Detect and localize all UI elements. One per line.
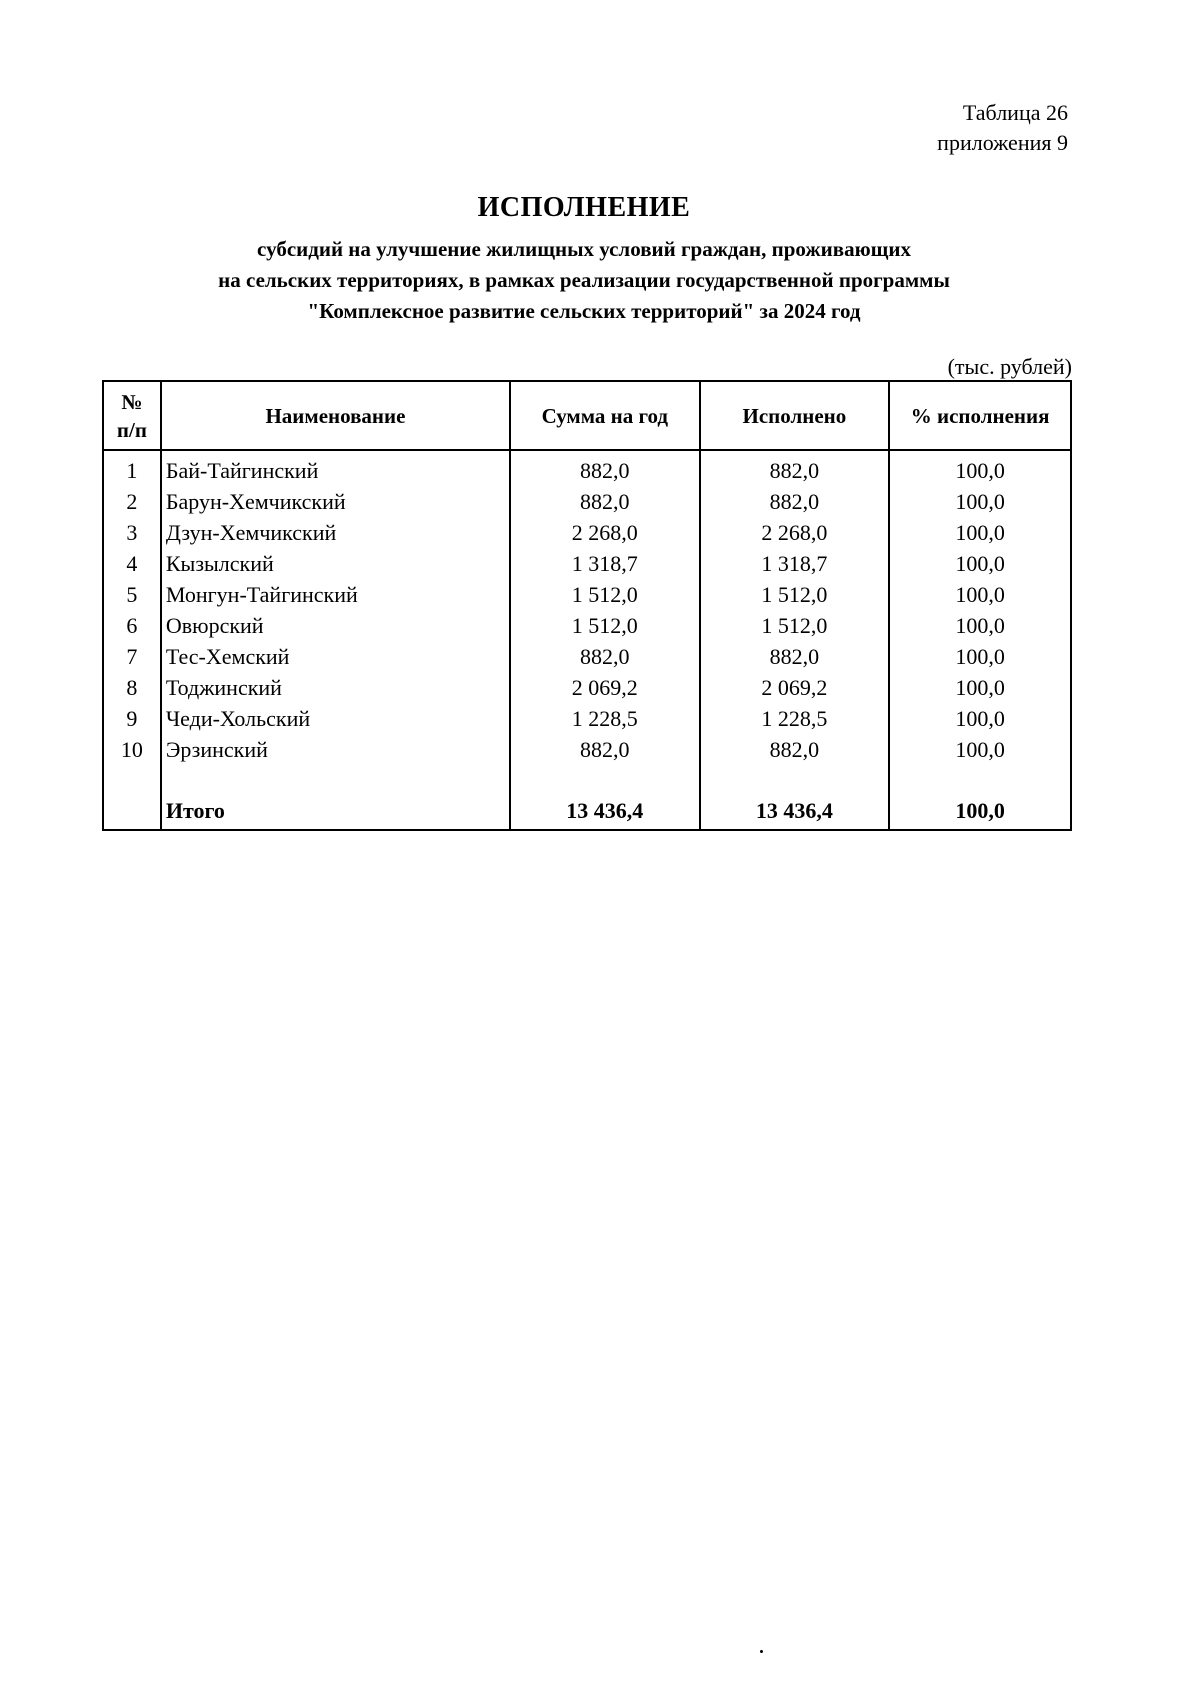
row-done: 2 069,2	[700, 672, 890, 703]
row-number: 5	[103, 579, 161, 610]
spacer-cell	[161, 765, 510, 793]
total-number	[103, 793, 161, 830]
row-number: 4	[103, 548, 161, 579]
row-sum: 2 069,2	[510, 672, 700, 703]
row-percent: 100,0	[889, 486, 1071, 517]
header-sum: Сумма на год	[510, 381, 700, 450]
row-number: 1	[103, 450, 161, 486]
row-name: Чеди-Хольский	[161, 703, 510, 734]
row-done: 882,0	[700, 641, 890, 672]
scan-speck	[760, 1650, 763, 1653]
total-percent: 100,0	[889, 793, 1071, 830]
row-sum: 882,0	[510, 486, 700, 517]
subtitle-line: субсидий на улучшение жилищных условий граждан, проживающих	[257, 237, 911, 261]
header-number	[103, 381, 161, 450]
row-sum: 1 318,7	[510, 548, 700, 579]
row-done: 1 512,0	[700, 610, 890, 641]
row-number: 2	[103, 486, 161, 517]
table-row	[103, 672, 1071, 703]
row-number: 6	[103, 610, 161, 641]
row-done: 882,0	[700, 734, 890, 765]
row-sum: 882,0	[510, 450, 700, 486]
execution-table	[102, 380, 1072, 831]
row-done: 1 228,5	[700, 703, 890, 734]
header-done: Исполнено	[700, 381, 890, 450]
table-number: Таблица 26	[962, 100, 1068, 125]
table-row	[103, 486, 1071, 517]
row-sum: 2 268,0	[510, 517, 700, 548]
row-done: 1 318,7	[700, 548, 890, 579]
row-percent: 100,0	[889, 450, 1071, 486]
row-number: 8	[103, 672, 161, 703]
row-done: 882,0	[700, 486, 890, 517]
table-header-row	[103, 381, 1071, 450]
total-name: Итого	[161, 793, 510, 830]
spacer-cell	[103, 765, 161, 793]
table-row	[103, 641, 1071, 672]
total-done: 13 436,4	[700, 793, 890, 830]
total-row	[103, 793, 1071, 830]
row-sum: 1 512,0	[510, 610, 700, 641]
row-number: 9	[103, 703, 161, 734]
row-name: Тес-Хемский	[161, 641, 510, 672]
spacer-cell	[510, 765, 700, 793]
row-name: Монгун-Тайгинский	[161, 579, 510, 610]
row-percent: 100,0	[889, 641, 1071, 672]
header-percent: % исполнения	[889, 381, 1071, 450]
table-row	[103, 610, 1071, 641]
row-percent: 100,0	[889, 610, 1071, 641]
header-name: Наименование	[161, 381, 510, 450]
row-done: 882,0	[700, 450, 890, 486]
row-number: 10	[103, 734, 161, 765]
unit-label: (тыс. рублей)	[947, 354, 1072, 379]
row-sum: 882,0	[510, 641, 700, 672]
row-name: Бай-Тайгинский	[161, 450, 510, 486]
row-percent: 100,0	[889, 548, 1071, 579]
table-reference	[937, 98, 1068, 158]
row-name: Дзун-Хемчикский	[161, 517, 510, 548]
row-percent: 100,0	[889, 734, 1071, 765]
table-row	[103, 548, 1071, 579]
row-percent: 100,0	[889, 703, 1071, 734]
row-done: 2 268,0	[700, 517, 890, 548]
row-percent: 100,0	[889, 517, 1071, 548]
subtitle-line: "Комплексное развитие сельских территорий" за 2024 год	[307, 299, 861, 323]
table-row	[103, 734, 1071, 765]
row-done: 1 512,0	[700, 579, 890, 610]
row-name: Эрзинский	[161, 734, 510, 765]
subtitle-line: на сельских территориях, в рамках реализации государственной программы	[218, 268, 950, 292]
appendix-number: приложения 9	[937, 130, 1068, 155]
total-sum: 13 436,4	[510, 793, 700, 830]
table-row	[103, 703, 1071, 734]
document-title: ИСПОЛНЕНИЕ	[477, 192, 691, 223]
row-name: Барун-Хемчикский	[161, 486, 510, 517]
table-row	[103, 517, 1071, 548]
table-row	[103, 579, 1071, 610]
spacer-cell	[889, 765, 1071, 793]
document-subtitle	[0, 234, 1168, 327]
table-row	[103, 450, 1071, 486]
row-sum: 882,0	[510, 734, 700, 765]
row-number: 7	[103, 641, 161, 672]
header-number-sign: №	[121, 389, 143, 414]
row-percent: 100,0	[889, 579, 1071, 610]
header-number-abbr: п/п	[116, 417, 147, 442]
spacer-cell	[700, 765, 890, 793]
row-name: Овюрский	[161, 610, 510, 641]
row-sum: 1 228,5	[510, 703, 700, 734]
row-name: Тоджинский	[161, 672, 510, 703]
row-name: Кызылский	[161, 548, 510, 579]
row-percent: 100,0	[889, 672, 1071, 703]
row-sum: 1 512,0	[510, 579, 700, 610]
spacer-row	[103, 765, 1071, 793]
row-number: 3	[103, 517, 161, 548]
